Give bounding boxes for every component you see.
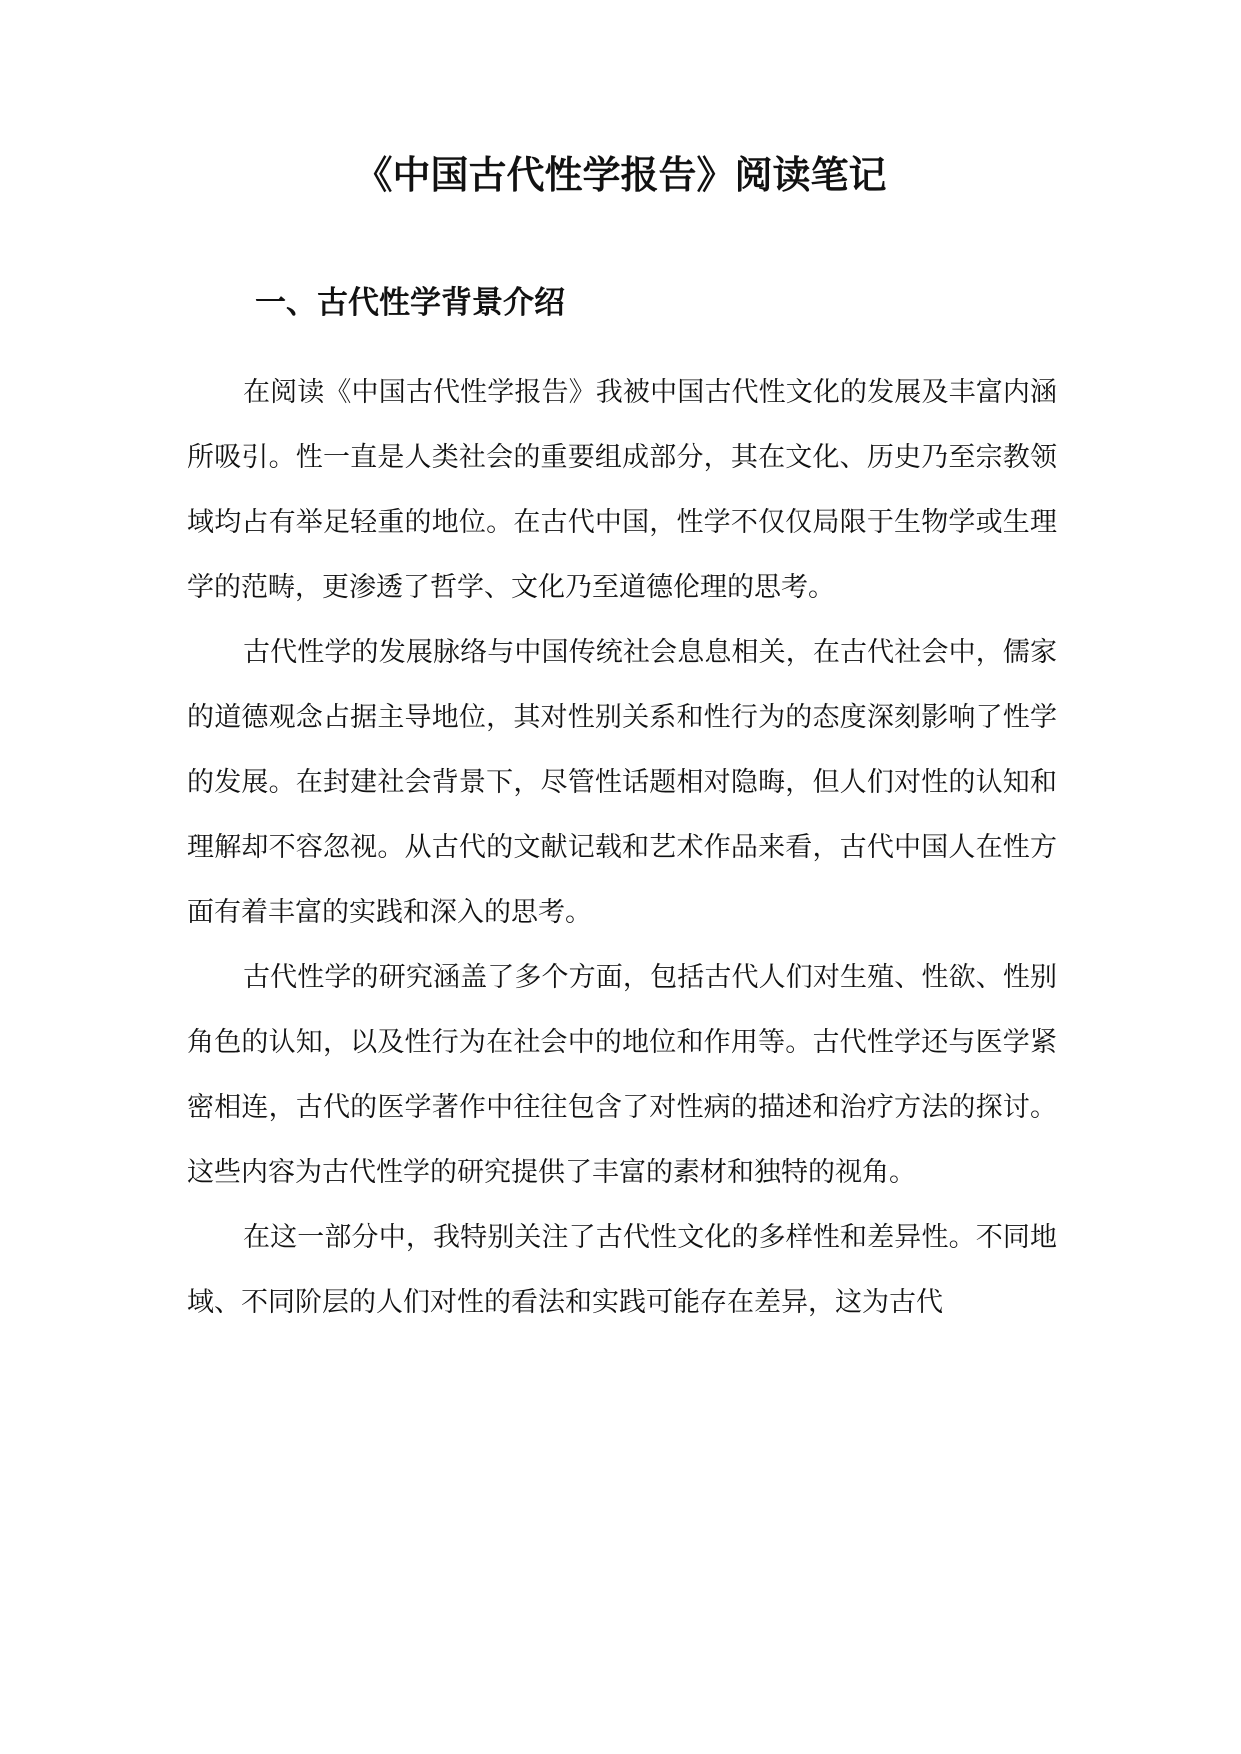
paragraph-1: 在阅读《中国古代性学报告》我被中国古代性文化的发展及丰富内涵所吸引。性一直是人类社会的重要组成部分，其在文化、历史乃至宗教领域均占有举足轻重的地位。在古代中国，性学不仅仅局限于生物学或生理学的范畴，更渗透了哲学、文化乃至道德伦理的思考。	[187, 377, 1057, 603]
paragraph-4: 在这一部分中，我特别关注了古代性文化的多样性和差异性。不同地域、不同阶层的人们对性的看法和实践可能存在差异，这为古代	[187, 1222, 1057, 1318]
document-title: 《中国古代性学报告》阅读笔记	[354, 152, 887, 197]
paragraph-2: 古代性学的发展脉络与中国传统社会息息相关，在古代社会中，儒家的道德观念占据主导地位，其对性别关系和性行为的态度深刻影响了性学的发展。在封建社会背景下，尽管性话题相对隐晦，但人们对性的认知和理解却不容忽视。从古代的文献记载和艺术作品来看，古代中国人在性方面有着丰富的实践和深入的思考。	[187, 637, 1057, 928]
document-body	[187, 360, 1057, 1335]
paragraph-3: 古代性学的研究涵盖了多个方面，包括古代人们对生殖、性欲、性别角色的认知，以及性行为在社会中的地位和作用等。古代性学还与医学紧密相连，古代的医学著作中往往包含了对性病的描述和治疗方法的探讨。这些内容为古代性学的研究提供了丰富的素材和独特的视角。	[187, 962, 1057, 1188]
section-heading: 一、古代性学背景介绍	[255, 285, 565, 321]
